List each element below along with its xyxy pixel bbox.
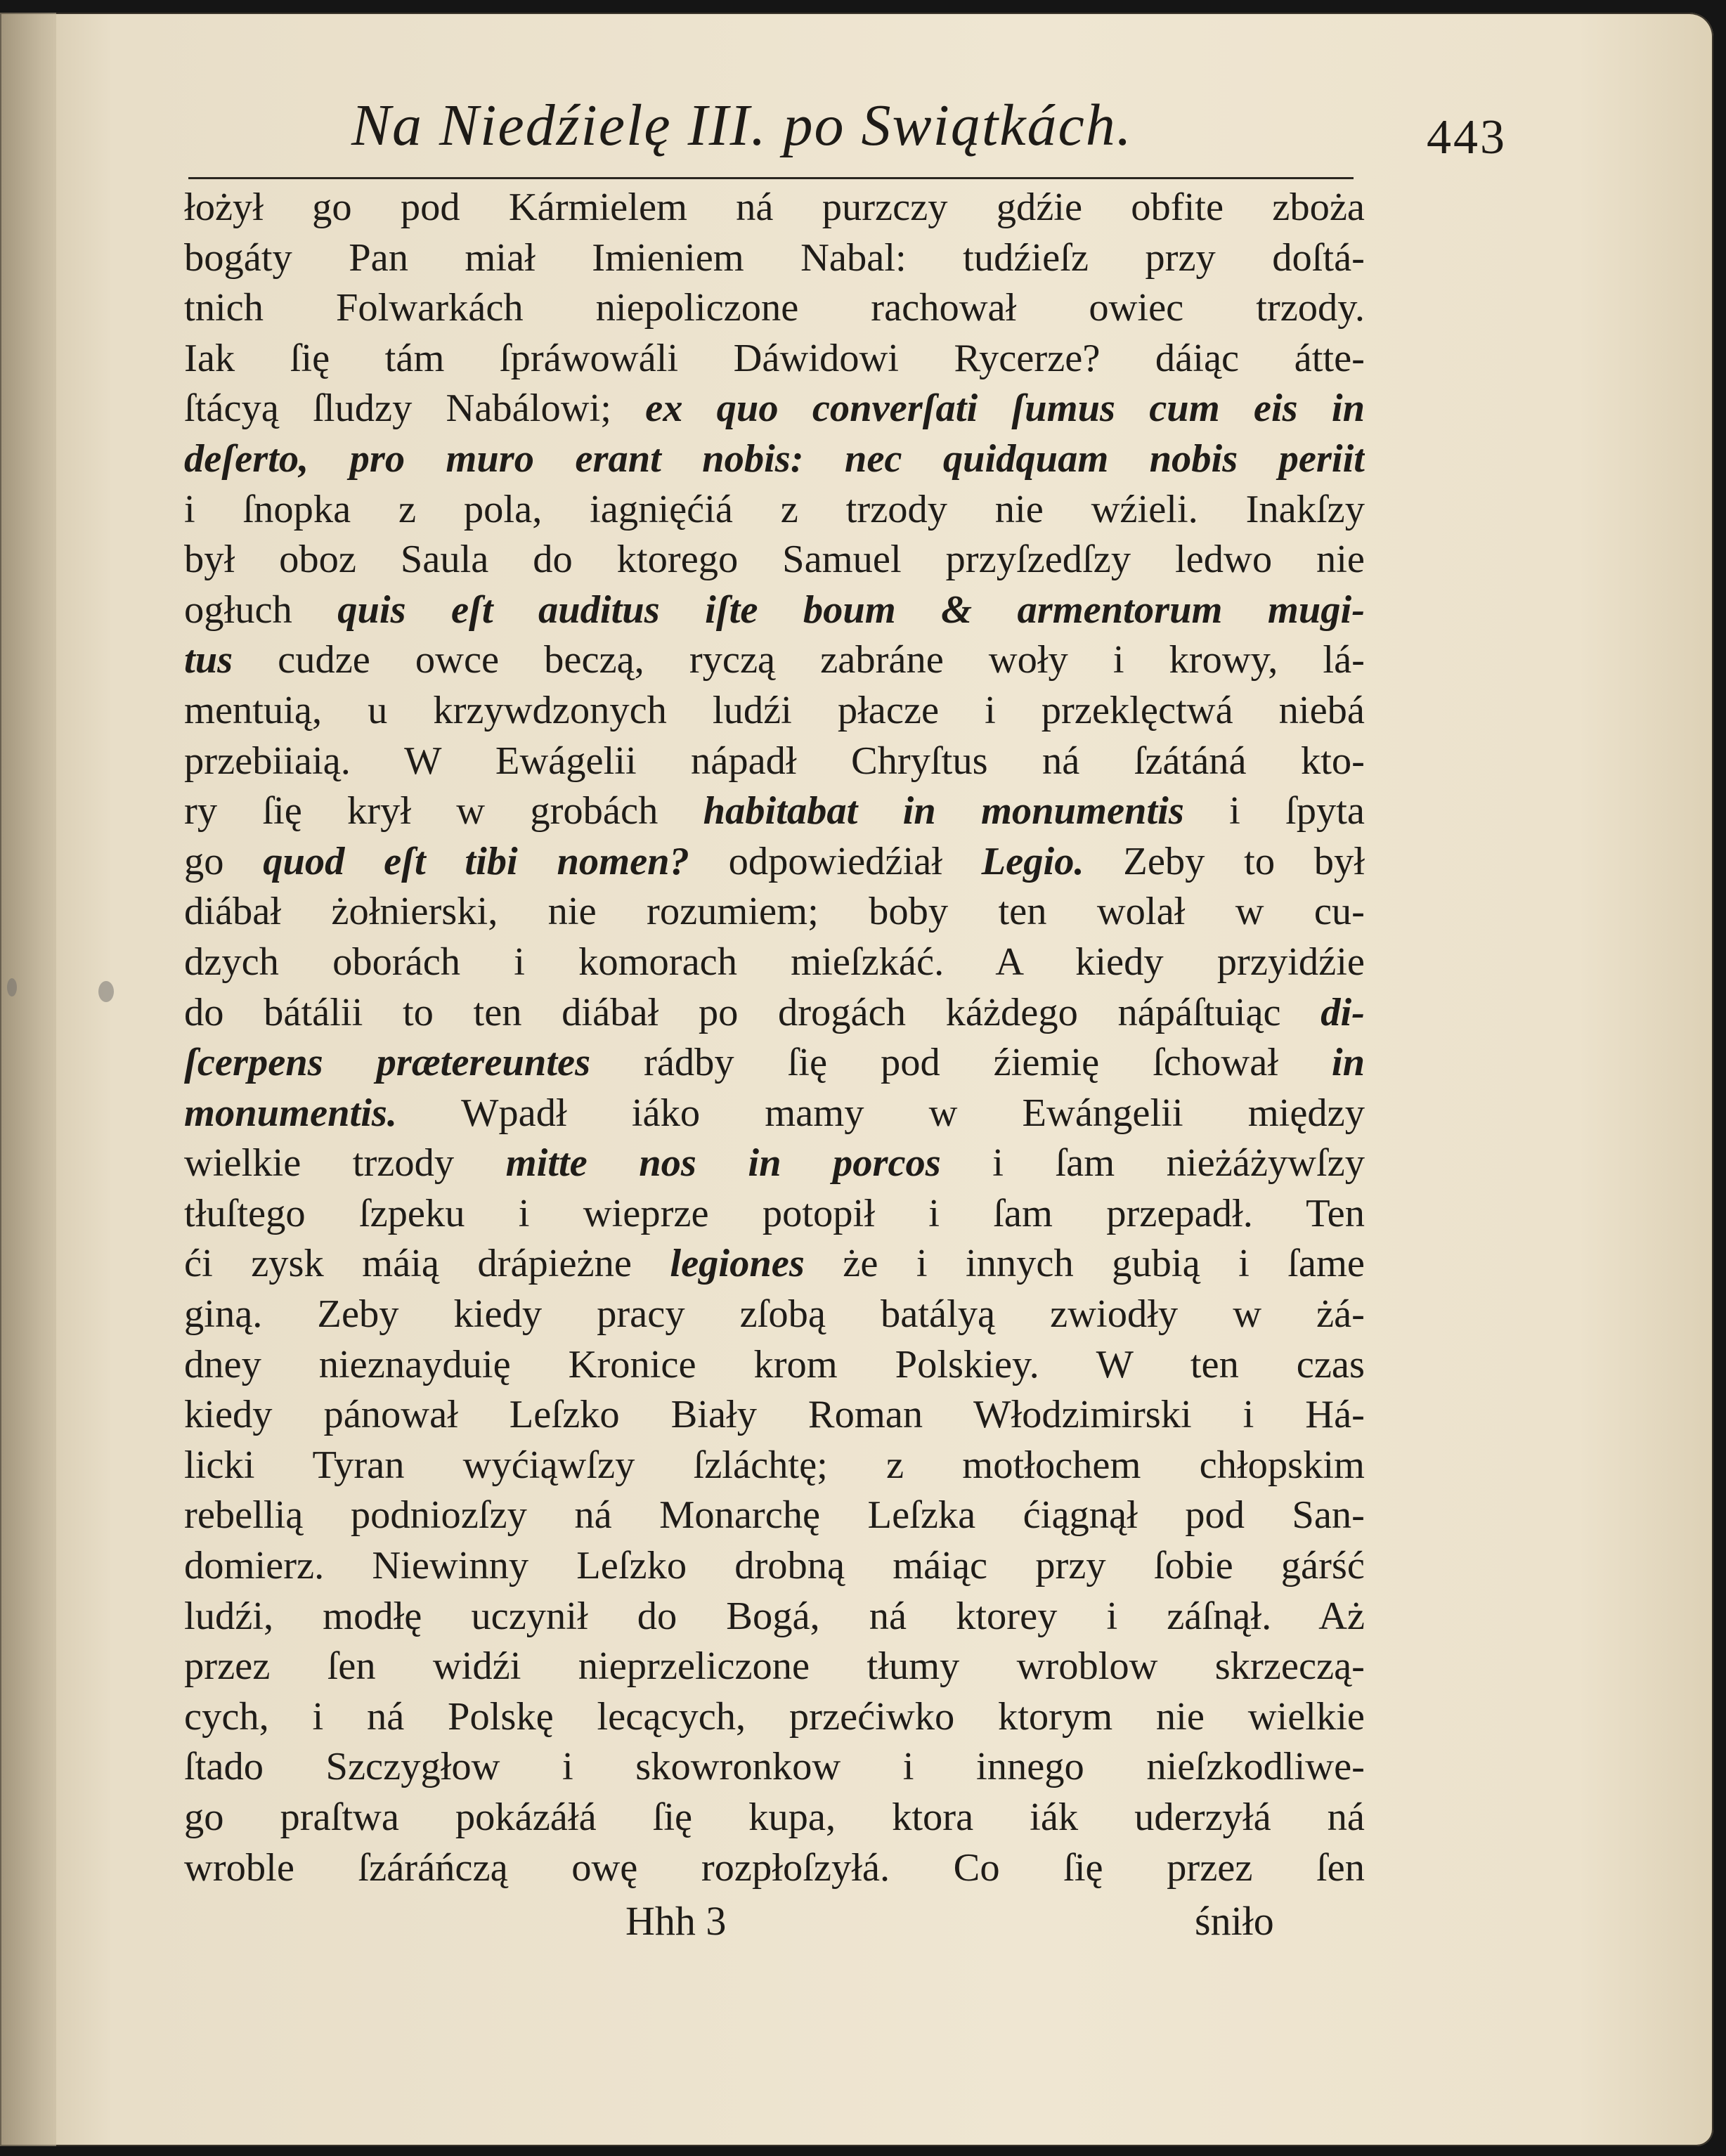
latin-quote: monumentis. — [184, 1091, 397, 1135]
text-line — [184, 1189, 1365, 1240]
text-line — [184, 1340, 1365, 1391]
text-run: ći zysk máią drápieżne — [184, 1242, 670, 1286]
text-line — [184, 1843, 1365, 1894]
text-run: cych, i ná Polskę lecących, przećiwko ktorym nie wielkie — [184, 1694, 1365, 1739]
text-run: kiedy pánował Leſzko Biały Roman Włodzimirski i Há- — [184, 1393, 1365, 1437]
latin-quote: quis eſt auditus iſte boum & armentorum mugi- — [337, 587, 1365, 632]
text-line — [184, 686, 1365, 736]
text-line — [184, 384, 1365, 434]
text-run: ogłuch — [184, 587, 338, 632]
text-line — [184, 1089, 1365, 1139]
signature-mark: Hhh 3 — [625, 1898, 727, 1944]
text-run: tnich Folwarkách niepoliczone rachował owiec trzody. — [184, 286, 1365, 330]
text-run: dzych oborách i komorach mieſzkáć. A kiedy przyidźie — [184, 940, 1365, 984]
text-run: ry ſię krył w grobách — [184, 789, 703, 833]
text-run: przebiiaią. W Ewágelii nápadł Chryſtus ná ſzátáná kto- — [184, 739, 1365, 783]
text-line — [184, 1038, 1365, 1089]
text-run: przez ſen widźi nieprzeliczone tłumy wroblow skrzeczą- — [184, 1644, 1365, 1689]
text-run: Iak ſię tám ſpráwowáli Dáwidowi Rycerze? dáiąc átte- — [184, 336, 1365, 380]
text-line — [184, 988, 1365, 1039]
page-number: 443 — [1427, 110, 1507, 164]
text-line — [184, 837, 1365, 888]
latin-quote: deſerto, pro muro erant nobis: nec quidquam nobis periit — [184, 436, 1365, 481]
latin-quote: ex quo converſati ſumus cum eis in — [645, 387, 1365, 431]
latin-quote: Legio. — [981, 839, 1084, 883]
body-text — [184, 183, 1365, 1893]
text-line — [184, 1793, 1365, 1843]
text-line — [184, 283, 1365, 334]
latin-quote: in — [1331, 1041, 1365, 1085]
text-run: rebellią podniozſzy ná Monarchę Leſzka ćiągnął pod San- — [184, 1493, 1365, 1538]
text-run: ſtado Szczygłow i skowronkow i innego nieſzkodliwe- — [184, 1745, 1365, 1789]
text-line — [184, 1592, 1365, 1642]
text-line — [184, 535, 1365, 585]
header-rule — [188, 177, 1354, 179]
text-run: licki Tyran wyćiąwſzy ſzláchtę; z motłochem chłopskim — [184, 1443, 1365, 1487]
page-footer — [0, 1897, 1726, 1954]
text-run: wielkie trzody — [184, 1141, 506, 1186]
latin-quote: mitte nos in porcos — [505, 1141, 941, 1186]
text-run: dney nieznayduię Kronice krom Polskiey. W ten czas — [184, 1342, 1365, 1387]
text-run: i ſpyta — [1183, 789, 1365, 833]
text-line — [184, 1138, 1365, 1189]
binding-gutter — [0, 13, 56, 2146]
latin-quote: quod eſt tibi nomen? — [263, 839, 689, 883]
text-line — [184, 937, 1365, 988]
text-line — [184, 334, 1365, 384]
text-run: ludźi, modłę uczynił do Bogá, ná ktorey i záſnął. Aż — [184, 1594, 1365, 1638]
text-run: go — [184, 839, 264, 883]
text-run: że i innych gubią i ſame — [804, 1242, 1365, 1286]
text-run: bogáty Pan miał Imieniem Nabal: tudźieſz przy doſtá- — [184, 235, 1365, 280]
text-run: go praſtwa pokázáłá ſię kupa, ktora iák uderzyłá ná — [184, 1795, 1365, 1839]
text-line — [184, 434, 1365, 485]
text-line — [184, 635, 1365, 686]
text-line — [184, 1491, 1365, 1541]
latin-quote: habitabat in monumentis — [703, 789, 1184, 833]
text-line — [184, 1441, 1365, 1491]
text-run: był oboz Saula do ktorego Samuel przyſzedſzy ledwo nie — [184, 538, 1365, 582]
text-run: Zeby to był — [1084, 839, 1365, 883]
latin-quote: di- — [1321, 990, 1365, 1034]
text-run: tłuſtego ſzpeku i wieprze potopił i ſam przepadł. Ten — [184, 1191, 1365, 1235]
latin-quote: ſcerpens prætereuntes — [184, 1041, 591, 1085]
text-run: wroble ſzáráńczą owę rozpłoſzyłá. Co ſię przez ſen — [184, 1845, 1365, 1890]
text-line — [184, 1239, 1365, 1290]
latin-quote: legiones — [670, 1242, 805, 1286]
text-line — [184, 1692, 1365, 1743]
catchword: śniło — [1195, 1898, 1274, 1944]
text-run: łożył go pod Kármielem ná purzczy gdźie obfite zboża — [184, 186, 1365, 229]
text-run: giną. Zeby kiedy pracy zſobą batályą zwiodły w żá- — [184, 1292, 1365, 1337]
text-run: odpowiedźiał — [689, 839, 982, 883]
text-line — [184, 1290, 1365, 1340]
text-run: Wpadł iáko mamy w Ewángelii między — [397, 1091, 1365, 1135]
text-line — [184, 1642, 1365, 1692]
text-run: i ſnopka z pola, iagnięćiá z trzody nie wźieli. Inakſzy — [184, 487, 1365, 531]
text-line — [184, 736, 1365, 787]
text-line — [184, 585, 1365, 636]
text-run: rádby ſię pod źiemię ſchował — [590, 1041, 1332, 1085]
text-run: i ſam nieżáżywſzy — [940, 1141, 1365, 1186]
ink-speck — [98, 981, 114, 1002]
text-line — [184, 1541, 1365, 1592]
ink-speck — [7, 978, 17, 996]
page-header — [0, 91, 1726, 176]
running-head: Na Niedźielę III. po Swiątkách. — [351, 93, 1133, 158]
text-run: domierz. Niewinny Leſzko drobną máiąc przy ſobie gárść — [184, 1544, 1365, 1588]
text-run: ſtácyą ſludzy Nabálowi; — [184, 387, 646, 431]
latin-quote: tus — [184, 638, 233, 682]
text-line — [184, 887, 1365, 937]
text-line — [184, 233, 1365, 284]
text-line — [184, 485, 1365, 535]
text-line — [184, 1390, 1365, 1441]
text-run: cudze owce beczą, ryczą zabráne woły i krowy, lá- — [233, 638, 1365, 682]
text-line — [184, 786, 1365, 837]
text-run: diábał żołnierski, nie rozumiem; boby ten wolał w cu- — [184, 890, 1365, 934]
text-line — [184, 1742, 1365, 1793]
text-run: mentuią, u krzywdzonych ludźi płacze i przeklęctwá niebá — [184, 688, 1365, 732]
text-line — [184, 183, 1365, 233]
text-run: do bátálii to ten diábał po drogách káżdego nápáſtuiąc — [184, 990, 1321, 1034]
